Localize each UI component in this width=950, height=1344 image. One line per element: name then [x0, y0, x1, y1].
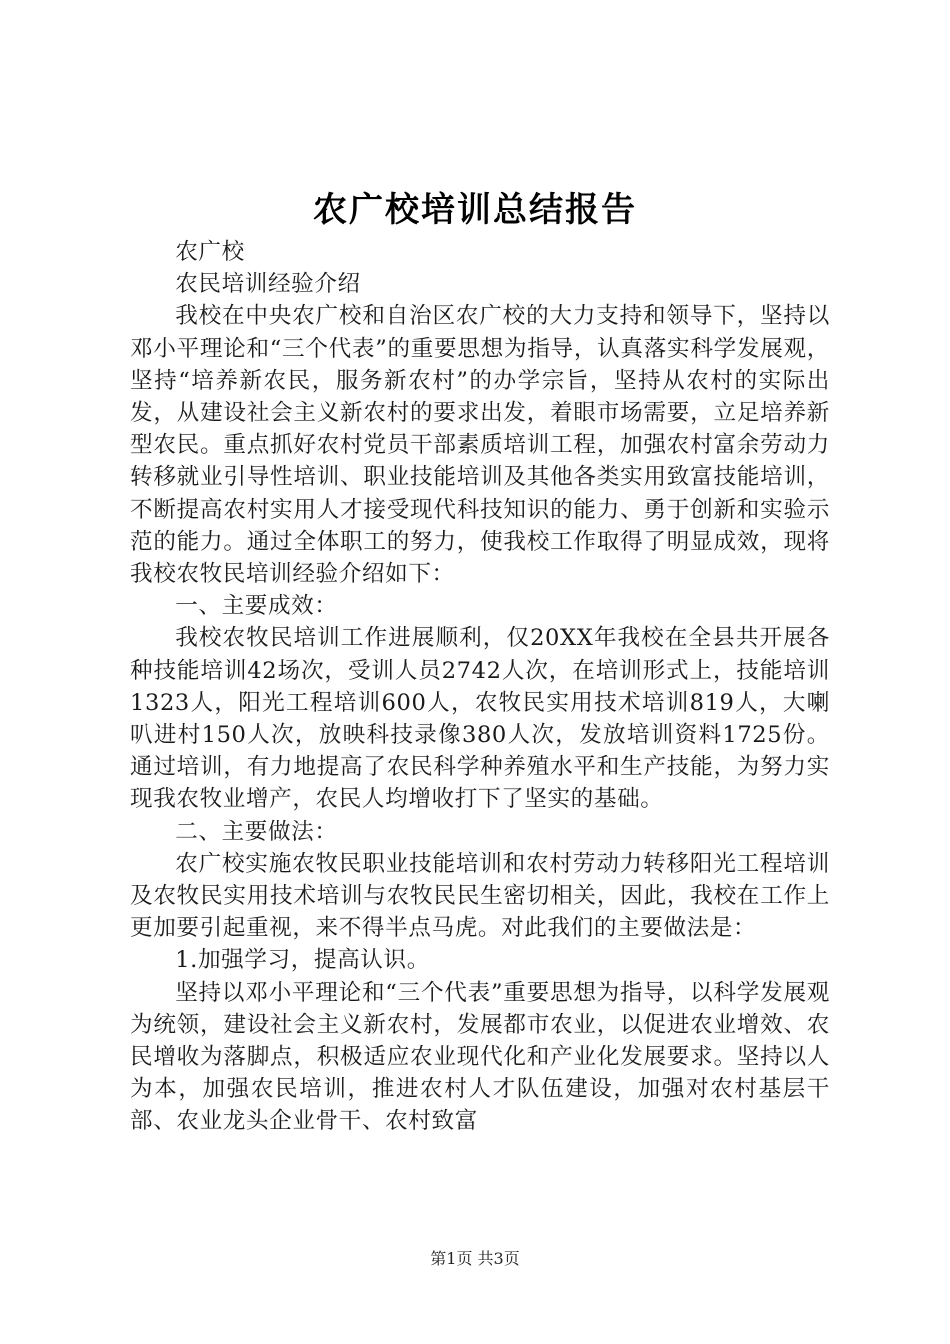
paragraph-subtitle: 农民培训经验介绍: [175, 271, 361, 298]
paragraph-results: 我校农牧民培训工作进展顺利，仅20XX年我校在全县共开展各种技能培训42场次，受训人员2742人次，在培训形式上，技能培训1323人，阳光工程培训600人，农牧民实用技术培训819人，大喇叭进村150人次，放映科技录像380人次，发放培训资料1725份。通过培训，有力地提高了农民科学种养殖水平和生产技能，为努力实现我农牧业增产，农民人均增收打下了坚实的基础。: [130, 625, 830, 813]
paragraph-intro: 我校在中央农广校和自治区农广校的大力支持和领导下，坚持以邓小平理论和“三个代表”的重要思想为指导，认真落实科学发展观，坚持“培养新农民，服务新农村”的办学宗旨，坚持从农村的实际出发，从建设社会主义新农村的要求出发，着眼市场需要，立足培养新型农民。重点抓好农村党员干部素质培训工程，加强农村富余劳动力转移就业引导性培训、职业技能培训及其他各类实用致富技能培训，不断提高农村实用人才接受现代科技知识的能力、勇于创新和实验示范的能力。通过全体职工的努力，使我校工作取得了明显成效，现将我校农牧民培训经验介绍如下：: [130, 303, 830, 588]
section-heading-results: 一、主要成效：: [175, 593, 338, 620]
document-body: [130, 236, 830, 1138]
paragraph-methods: 农广校实施农牧民职业技能培训和农村劳动力转移阳光工程培训及农牧民实用技术培训与农牧民民生密切相关，因此，我校在工作上更加要引起重视，来不得半点马虎。对此我们的主要做法是：: [130, 850, 830, 942]
subheading-learning: 1.加强学习，提高认识。: [175, 947, 430, 974]
section-heading-methods: 二、主要做法：: [175, 818, 338, 845]
page-footer: 第1页 共3页: [430, 1249, 520, 1268]
paragraph-learning: 坚持以邓小平理论和“三个代表”重要思想为指导，以科学发展观为统领，建设社会主义新农村，发展都市农业，以促进农业增效、农民增收为落脚点，积极适应农业现代化和产业化发展要求。坚持以人为本，加强农民培训，推进农村人才队伍建设，加强对农村基层干部、农业龙头企业骨干、农村致富: [130, 979, 830, 1135]
document-title: 农广校培训总结报告: [313, 190, 637, 230]
paragraph-school-name: 农广校: [175, 239, 245, 265]
